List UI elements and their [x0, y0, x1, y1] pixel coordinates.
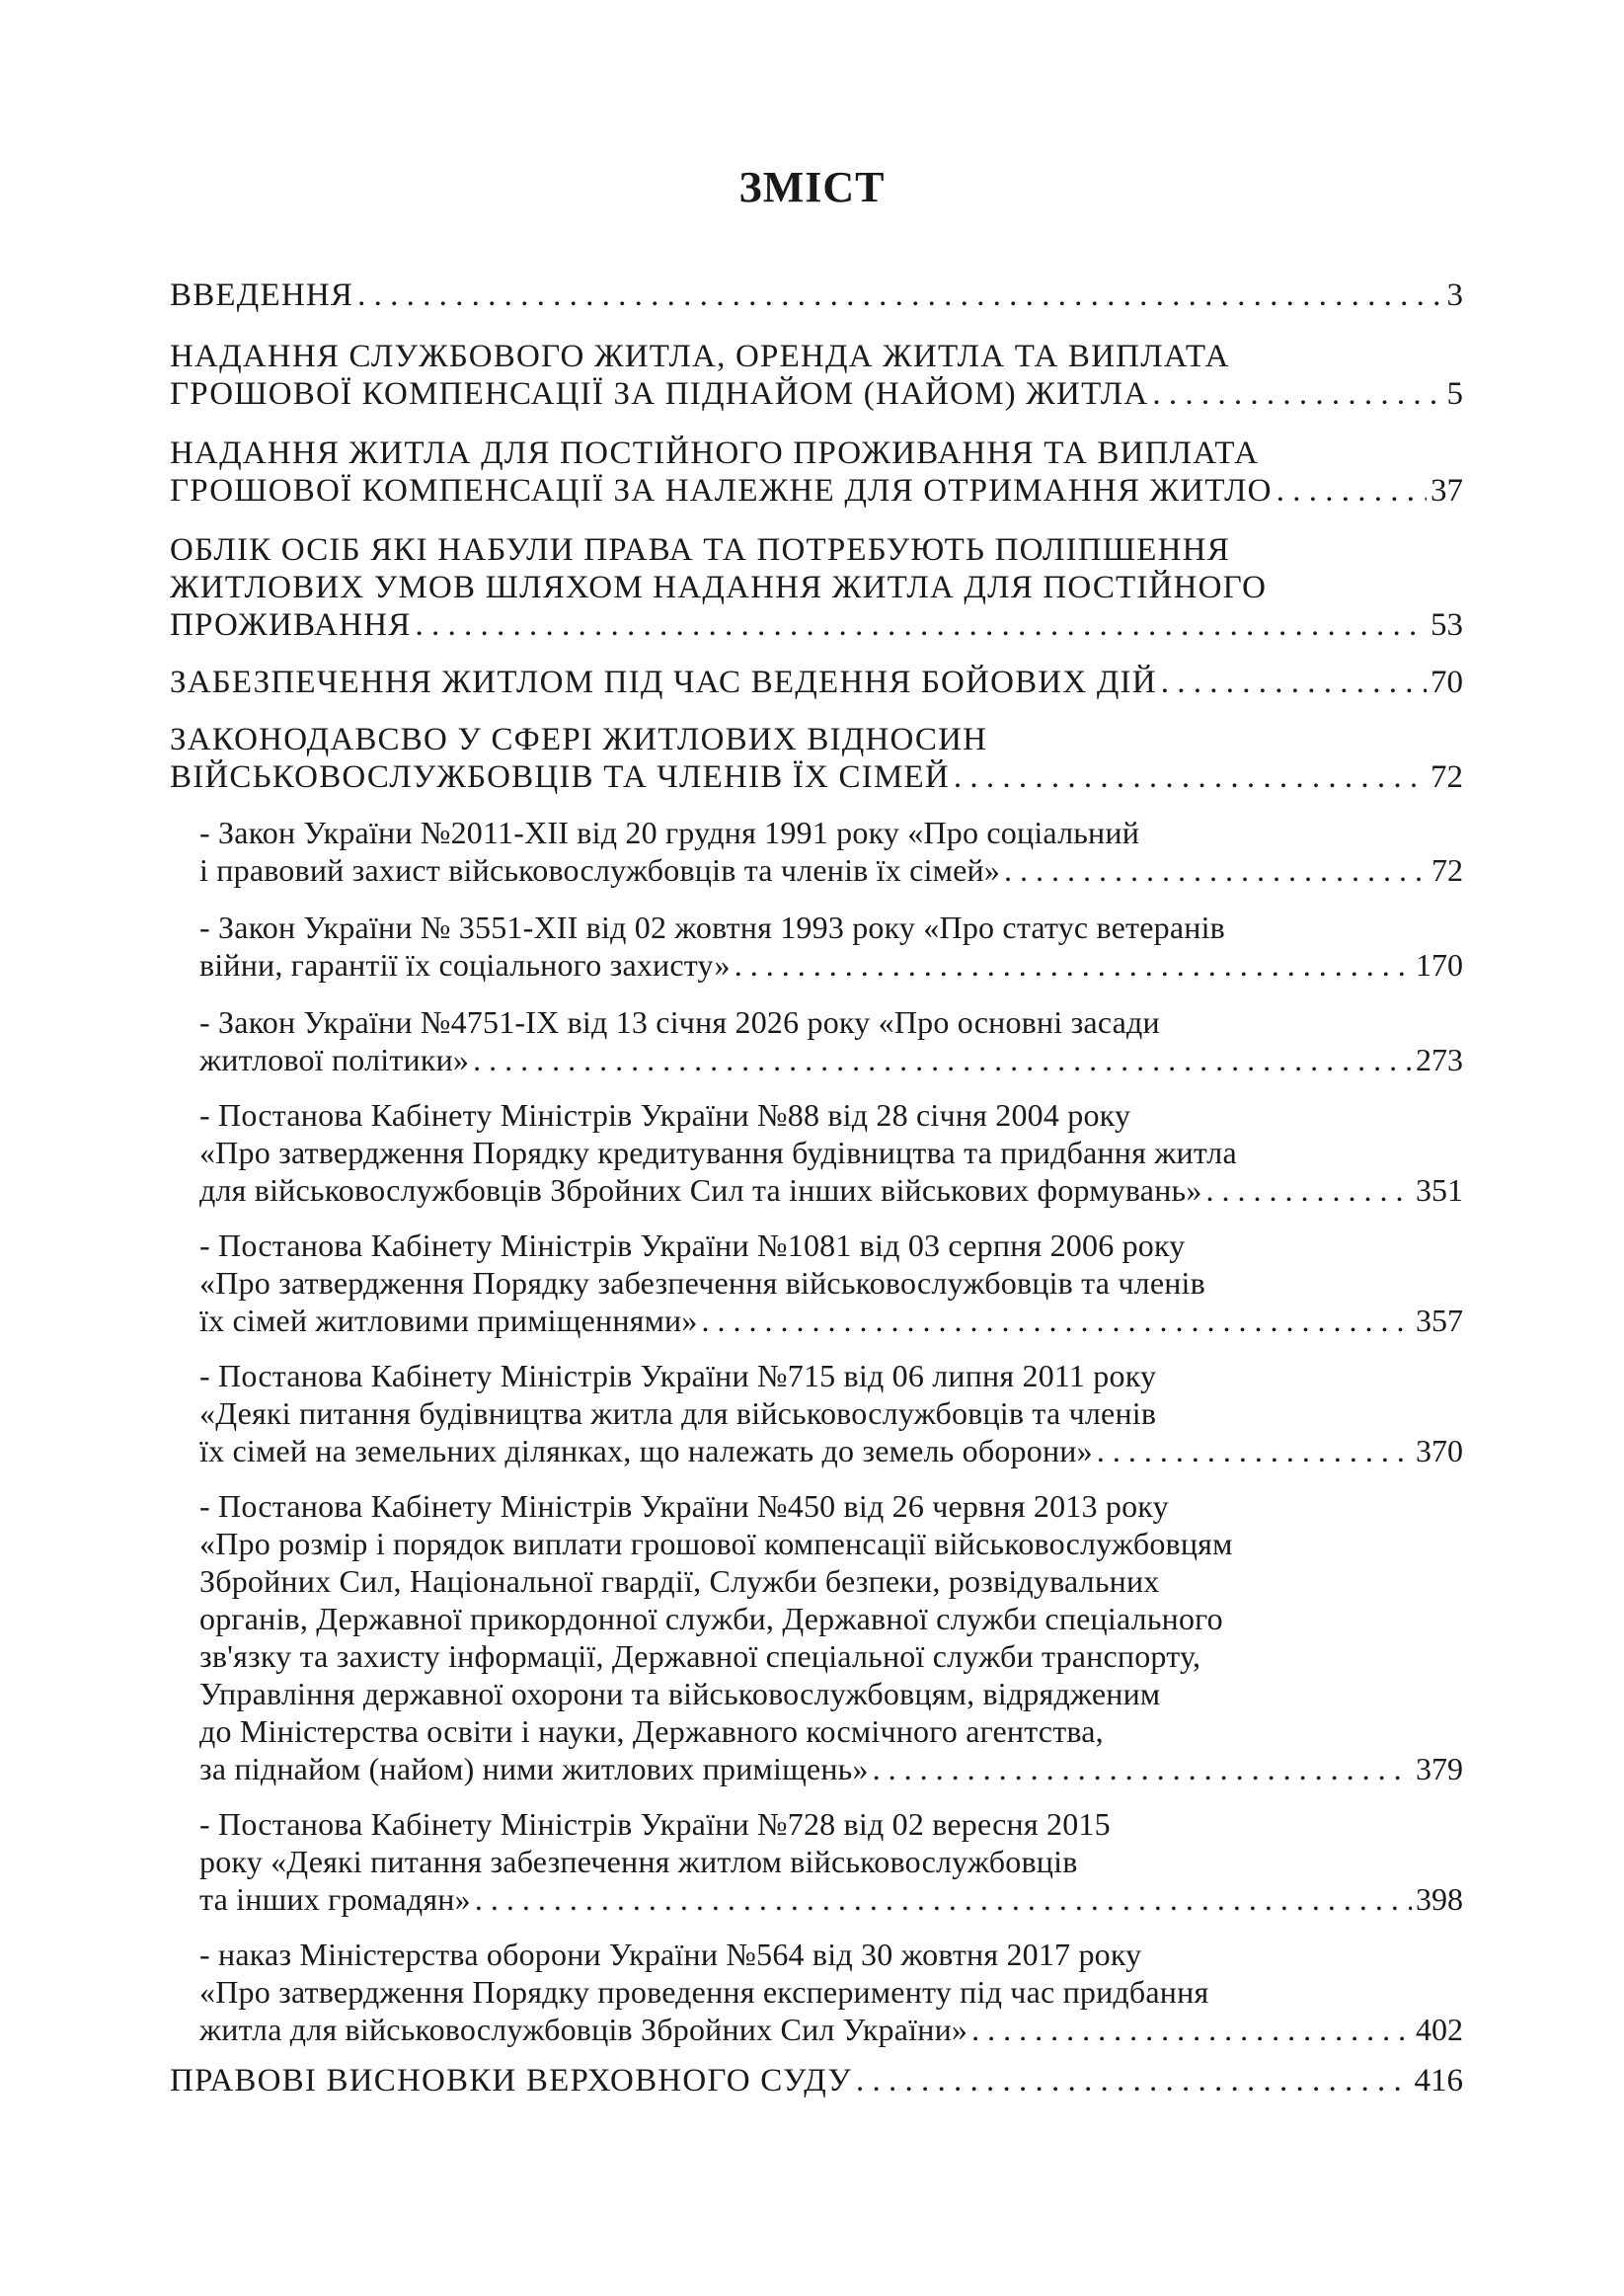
toc-entry-text: «Деякі питання будівництва житла для військовослужбовців та членів	[199, 1395, 1157, 1431]
toc-entry[interactable]	[170, 277, 1463, 314]
toc-entry-text: за піднайом (найом) ними житлових приміщень»	[199, 1751, 869, 1786]
toc-entry[interactable]	[170, 909, 1463, 984]
toc-entry[interactable]	[170, 1357, 1463, 1469]
toc-entry-text: і правовий захист військовослужбовців та членів їх сімей»	[199, 852, 1001, 888]
toc-entry-text: - Постанова Кабінету Міністрів України №1081 від 03 серпня 2006 року	[199, 1227, 1186, 1263]
dot-leader	[1000, 851, 1428, 889]
toc-entry-text: НАДАННЯ СЛУЖБОВОГО ЖИТЛА, ОРЕНДА ЖИТЛА ТА ВИПЛАТА	[170, 339, 1230, 374]
toc-entry[interactable]	[170, 1096, 1463, 1209]
page-number: 379	[1416, 1751, 1463, 1786]
toc-entry[interactable]	[170, 531, 1463, 644]
toc-entry[interactable]	[170, 664, 1463, 701]
toc-entry[interactable]	[170, 1003, 1463, 1078]
page-title: ЗМІСТ	[738, 163, 886, 211]
page-number: 273	[1416, 1042, 1463, 1077]
toc-entry[interactable]	[170, 1805, 1463, 1918]
dot-leader	[967, 2011, 1412, 2048]
toc-entry-text: органів, Державної прикордонної служби, Державної служби спеціального	[199, 1601, 1223, 1636]
page-number: 351	[1416, 1172, 1463, 1208]
toc-entry-text: ЖИТЛОВИХ УМОВ ШЛЯХОМ НАДАННЯ ЖИТЛА ДЛЯ ПОСТІЙНОГО	[170, 570, 1268, 605]
toc-entry-text: ГРОШОВОЇ КОМПЕНСАЦІЇ ЗА ПІДНАЙОМ (НАЙОМ) ЖИТЛА	[170, 376, 1149, 412]
toc-entry-text: ЗАКОНОДАВСВО У СФЕРІ ЖИТЛОВИХ ВІДНОСИН	[170, 722, 988, 757]
dot-leader	[698, 1302, 1412, 1339]
toc-entry-text: НАДАННЯ ЖИТЛА ДЛЯ ПОСТІЙНОГО ПРОЖИВАННЯ ТА ВИПЛАТА	[170, 435, 1260, 471]
dot-leader	[469, 1041, 1412, 1078]
toc-entry-text: Збройних Сил, Національної гвардії, Служби безпеки, розвідувальних	[199, 1563, 1160, 1599]
toc-entry-text: ПРОЖИВАННЯ	[170, 607, 412, 643]
toc-entry-text: війни, гарантії їх соціального захисту»	[199, 947, 731, 983]
toc-entry-text: ЗАБЕЗПЕЧЕННЯ ЖИТЛОМ ПІД ЧАС ВЕДЕННЯ БОЙОВИХ ДІЙ	[170, 665, 1157, 700]
page-number: 170	[1416, 947, 1463, 983]
toc-entry[interactable]	[170, 338, 1463, 413]
dot-leader	[1093, 1432, 1412, 1469]
toc-entry-text: до Міністерства освіти і науки, Державного космічного агентства,	[199, 1713, 1104, 1749]
dot-leader	[353, 277, 1442, 314]
toc-entry[interactable]	[170, 1487, 1463, 1787]
toc-entry-text: - Закон України №2011-XII від 20 грудня 1991 року «Про соціальний	[199, 815, 1140, 850]
dot-leader	[411, 606, 1427, 644]
toc-entry-text: - Постанова Кабінету Міністрів України №88 від 28 січня 2004 року	[199, 1097, 1131, 1133]
toc-entry-text: - Постанова Кабінету Міністрів України №715 від 06 липня 2011 року	[199, 1358, 1157, 1393]
toc-entry-text: - Закон України №4751-IX від 13 січня 2026 року «Про основні засади	[199, 1004, 1160, 1040]
toc-entry-text: ВВЕДЕННЯ	[170, 277, 354, 313]
table-of-contents	[170, 259, 1463, 2099]
page-number: 53	[1431, 607, 1463, 643]
page-number: 5	[1446, 376, 1463, 412]
toc-entry[interactable]	[170, 814, 1463, 889]
page-number: 416	[1414, 2063, 1463, 2098]
dot-leader	[1202, 1171, 1412, 1209]
toc-entry[interactable]	[170, 1227, 1463, 1339]
toc-entry-text: для військовослужбовців Збройних Сил та інших військових формувань»	[199, 1172, 1202, 1208]
dot-leader	[471, 1880, 1412, 1918]
toc-entry-text: ГРОШОВОЇ КОМПЕНСАЦІЇ ЗА НАЛЕЖНЕ ДЛЯ ОТРИМАННЯ ЖИТЛО	[170, 473, 1273, 509]
page-number: 357	[1416, 1303, 1463, 1338]
toc-entry-text: - наказ Міністерства оборони України №564 від 30 жовтня 2017 року	[199, 1937, 1142, 1972]
toc-entry-text: ОБЛІК ОСІБ ЯКІ НАБУЛИ ПРАВА ТА ПОТРЕБУЮТЬ ПОЛІПШЕННЯ	[170, 532, 1230, 568]
toc-entry-text: зв'язку та захисту інформації, Державної спеціальної служби транспорту,	[199, 1638, 1201, 1674]
toc-entry-text: «Про затвердження Порядку кредитування будівництва та придбання житла	[199, 1135, 1237, 1170]
page-number: 402	[1416, 2012, 1463, 2047]
toc-entry[interactable]	[170, 435, 1463, 510]
toc-entry-text: Управління державної охорони та військовослужбовцям, відрядженим	[199, 1676, 1161, 1711]
toc-entry-text: їх сімей на земельних ділянках, що належать до земель оборони»	[199, 1433, 1093, 1468]
page-number: 72	[1431, 759, 1463, 795]
toc-entry[interactable]	[170, 1936, 1463, 2048]
page-number: 370	[1416, 1433, 1463, 1468]
dot-leader	[1273, 472, 1427, 510]
dot-leader	[950, 758, 1427, 796]
toc-entry-text: «Про затвердження Порядку забезпечення військовослужбовців та членів	[199, 1265, 1205, 1301]
toc-entry-text: та інших громадян»	[199, 1881, 471, 1917]
toc-entry-text: - Закон України № 3551-XII від 02 жовтня 1993 року «Про статус ветеранів	[199, 910, 1225, 945]
page-number: 398	[1416, 1881, 1463, 1917]
toc-entry[interactable]	[170, 721, 1463, 796]
dot-leader	[869, 1750, 1412, 1787]
page-number: 72	[1431, 852, 1463, 888]
toc-entry-text: житла для військовослужбовців Збройних Сил України»	[199, 2012, 968, 2047]
toc-entry-text: - Постанова Кабінету Міністрів України №728 від 02 вересня 2015	[199, 1806, 1111, 1842]
dot-leader	[1157, 664, 1427, 701]
dot-leader	[731, 946, 1412, 984]
toc-entry[interactable]	[170, 2062, 1463, 2099]
toc-entry-text: «Про затвердження Порядку проведення експерименту під час придбання	[199, 1974, 1209, 2010]
dot-leader	[852, 2062, 1411, 2099]
page-number: 70	[1431, 665, 1463, 700]
toc-entry-text: житлової політики»	[199, 1042, 470, 1077]
toc-entry-text: ВІЙСЬКОВОСЛУЖБОВЦІВ ТА ЧЛЕНІВ ЇХ СІМЕЙ	[170, 759, 950, 795]
toc-entry-text: «Про розмір і порядок виплати грошової компенсації військовослужбовцям	[199, 1526, 1233, 1561]
toc-entry-text: - Постанова Кабінету Міністрів України №450 від 26 червня 2013 року	[199, 1488, 1169, 1524]
toc-entry-text: ПРАВОВІ ВИСНОВКИ ВЕРХОВНОГО СУДУ	[170, 2063, 852, 2098]
page-number: 3	[1446, 277, 1463, 313]
toc-entry-text: їх сімей житловими приміщеннями»	[199, 1303, 698, 1338]
page-number: 37	[1431, 473, 1463, 509]
dot-leader	[1148, 375, 1442, 413]
toc-entry-text: року «Деякі питання забезпечення житлом військовослужбовців	[199, 1844, 1078, 1879]
